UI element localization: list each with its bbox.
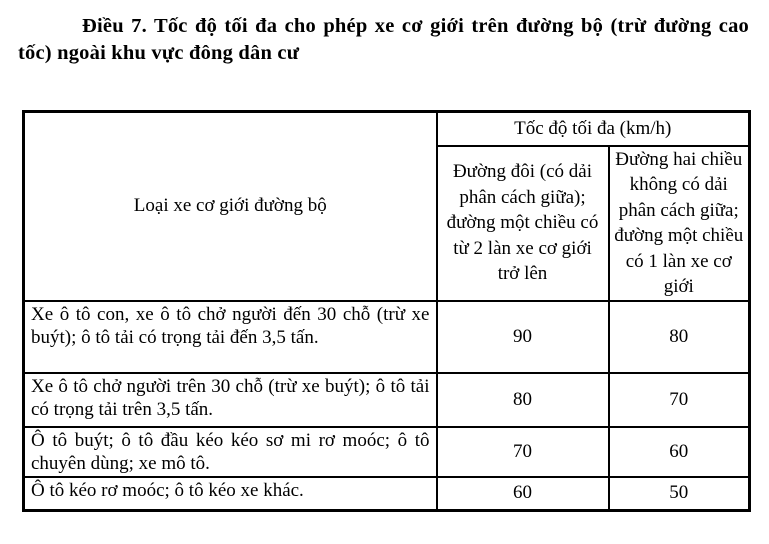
vehicle-type-header: Loại xe cơ giới đường bộ (24, 112, 437, 301)
undivided-road-header: Đường hai chiều không có dải phân cách giữa; đường một chiều có 1 làn xe cơ giới (609, 146, 750, 301)
undivided-speed-cell: 60 (609, 427, 750, 477)
speed-limit-table (22, 110, 751, 512)
divided-road-header: Đường đôi (có dải phân cách giữa); đường một chiều có từ 2 làn xe cơ giới trở lên (437, 146, 609, 301)
undivided-speed-cell: 80 (609, 301, 750, 373)
table-row (24, 373, 750, 427)
undivided-speed-cell: 70 (609, 373, 750, 427)
vehicle-type-cell: Xe ô tô con, xe ô tô chở người đến 30 chỗ (trừ xe buýt); ô tô tải có trọng tải đến 3,5 tấn. (24, 301, 437, 373)
article-heading: Điều 7. Tốc độ tối đa cho phép xe cơ giới trên đường bộ (trừ đường cao tốc) ngoài khu vực đông dân cư (18, 15, 749, 64)
table-header-row (24, 112, 750, 146)
table-row (24, 427, 750, 477)
divided-speed-cell: 80 (437, 373, 609, 427)
table-row (24, 477, 750, 511)
undivided-speed-cell: 50 (609, 477, 750, 511)
divided-speed-cell: 70 (437, 427, 609, 477)
speed-group-header: Tốc độ tối đa (km/h) (437, 112, 750, 146)
vehicle-type-cell: Ô tô kéo rơ moóc; ô tô kéo xe khác. (24, 477, 437, 511)
table-row (24, 301, 750, 373)
divided-speed-cell: 90 (437, 301, 609, 373)
vehicle-type-cell: Ô tô buýt; ô tô đầu kéo kéo sơ mi rơ moóc; ô tô chuyên dùng; xe mô tô. (24, 427, 437, 477)
document-page (0, 13, 769, 544)
divided-speed-cell: 60 (437, 477, 609, 511)
vehicle-type-cell: Xe ô tô chở người trên 30 chỗ (trừ xe buýt); ô tô tải có trọng tải trên 3,5 tấn. (24, 373, 437, 427)
